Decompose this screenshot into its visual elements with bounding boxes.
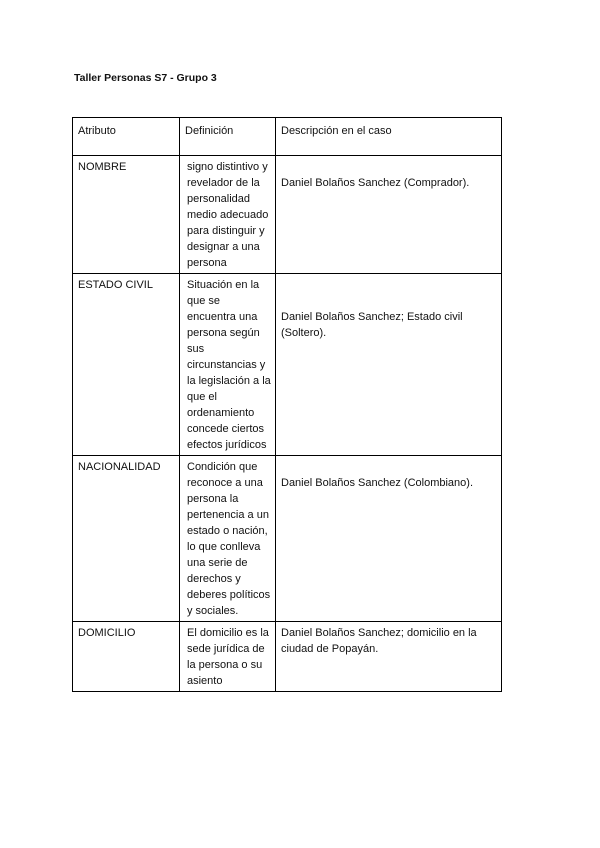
- table-header-row: [73, 118, 502, 156]
- table-row: [73, 622, 502, 692]
- description-cell: [276, 622, 502, 692]
- table-row: [73, 274, 502, 456]
- page-title: Taller Personas S7 - Grupo 3: [74, 72, 217, 84]
- table-row: [73, 156, 502, 274]
- definition-text: signo distintivo y revelador de la personalidad medio adecuado para distinguir y designar a una persona: [187, 161, 269, 269]
- definition-cell: [180, 156, 276, 274]
- header-attribute: Atributo: [73, 118, 180, 156]
- attribute-cell: DOMICILIO: [73, 622, 180, 692]
- description-cell: [276, 274, 502, 456]
- definition-cell: [180, 622, 276, 692]
- description-text: Daniel Bolaños Sanchez (Colombiano).: [281, 477, 473, 489]
- definition-cell: [180, 274, 276, 456]
- description-cell: [276, 156, 502, 274]
- description-cell: [276, 456, 502, 622]
- description-text: Daniel Bolaños Sanchez; Estado civil (Soltero).: [281, 311, 463, 339]
- header-definition: Definición: [180, 118, 276, 156]
- header-description: Descripción en el caso: [276, 118, 502, 156]
- description-text: Daniel Bolaños Sanchez; domicilio en la ciudad de Popayán.: [281, 627, 477, 655]
- definition-text: El domicilio es la sede jurídica de la persona o su asiento: [187, 627, 269, 687]
- definition-text: Condición que reconoce a una persona la pertenencia a un estado o nación, lo que conlleva una serie de derechos y deberes políticos y sociales.: [187, 461, 271, 617]
- table-row: [73, 456, 502, 622]
- attribute-cell: ESTADO CIVIL: [73, 274, 180, 456]
- attribute-table: [72, 117, 502, 692]
- definition-cell: [180, 456, 276, 622]
- attribute-cell: NACIONALIDAD: [73, 456, 180, 622]
- description-text: Daniel Bolaños Sanchez (Comprador).: [281, 177, 470, 189]
- definition-text: Situación en la que se encuentra una persona según sus circunstancias y la legislación a la que el ordenamiento concede ciertos efectos jurídicos: [187, 279, 271, 451]
- attribute-cell: NOMBRE: [73, 156, 180, 274]
